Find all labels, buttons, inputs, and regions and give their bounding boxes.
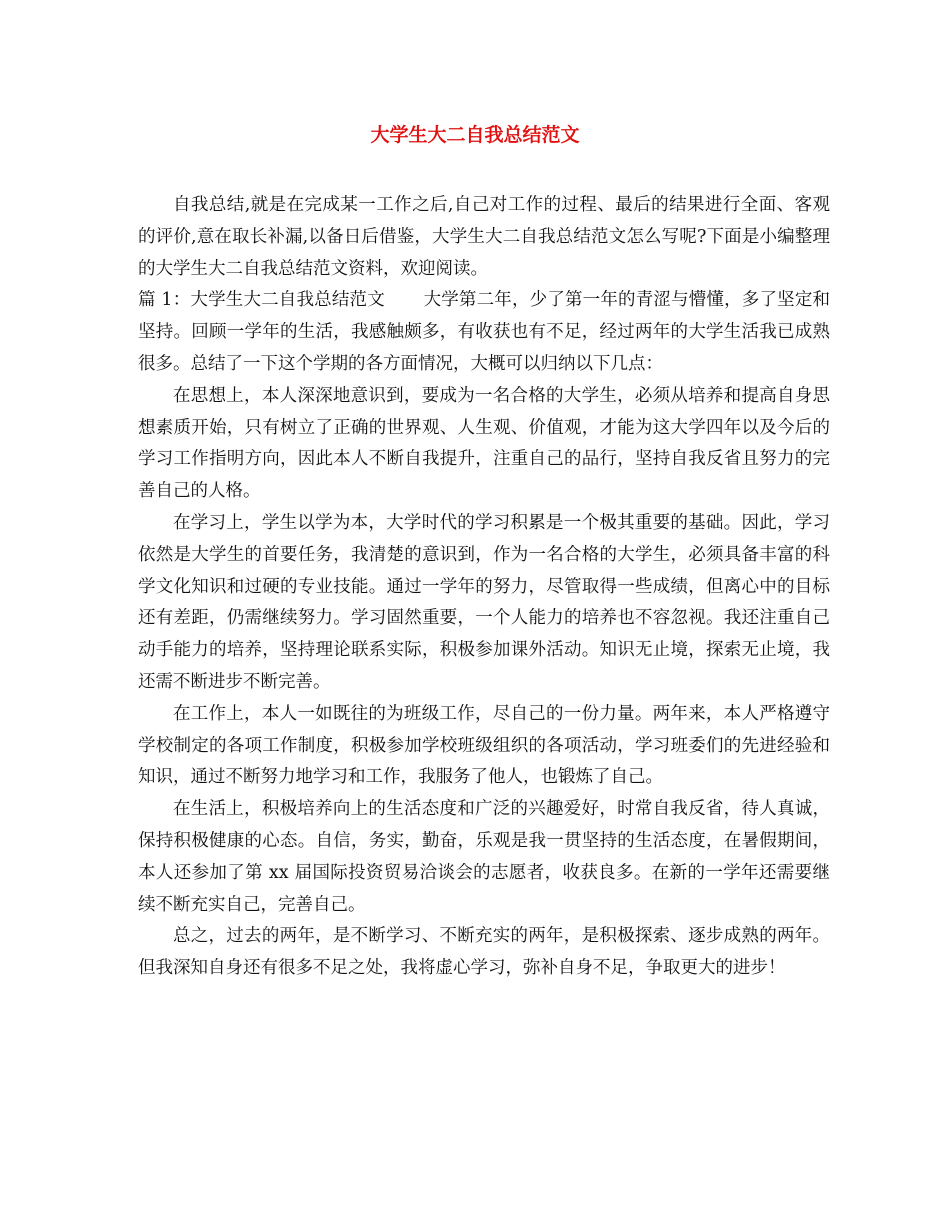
section-paragraph	[138, 285, 830, 380]
intro-paragraph: 自我总结,就是在完成某一工作之后,自己对工作的过程、最后的结果进行全面、客观的评价,意在取长补漏,以备日后借鉴，大学生大二自我总结范文怎么写呢?下面是小编整理的大学生大二自我总结范文资料，欢迎阅读。	[138, 195, 830, 279]
paragraph-thought: 在思想上，本人深深地意识到，要成为一名合格的大学生，必须从培养和提高自身思想素质开始，只有树立了正确的世界观、人生观、价值观，才能为这大学四年以及今后的学习工作指明方向，因此本人不断自我提升，注重自己的品行，坚持自我反省且努力的完善自己的人格。	[138, 385, 830, 502]
paragraph-work: 在工作上，本人一如既往的为班级工作，尽自己的一份力量。两年来，本人严格遵守学校制定的各项工作制度，积极参加学校班级组织的各项活动，学习班委们的先进经验和知识，通过不断努力地学习和工作，我服务了他人，也锻炼了自己。	[138, 703, 830, 788]
document-title: 大学生大二自我总结范文	[370, 124, 580, 146]
paragraph-study: 在学习上，学生以学为本，大学时代的学习积累是一个极其重要的基础。因此，学习依然是大学生的首要任务，我清楚的意识到，作为一名合格的大学生，必须具备丰富的科学文化知识和过硬的专业技能。通过一学年的努力，尽管取得一些成绩，但离心中的目标还有差距，仍需继续努力。学习固然重要，一个人能力的培养也不容忽视。我还注重自己动手能力的培养，坚持理论联系实际，积极参加课外活动。知识无止境，探索无止境，我还需不断进步不断完善。	[138, 512, 830, 692]
document-body	[138, 190, 830, 985]
section-text: 大学第二年，少了第一年的青涩与懵懂，多了坚定和坚持。回顾一学年的生活，我感触颇多，有收获也有不足，经过两年的大学生活我已成熟很多。总结了一下这个学期的各方面情况，大概可以归纳以下几点：	[138, 290, 831, 374]
section-label: 篇 1：大学生大二自我总结范文	[138, 290, 385, 311]
paragraph-conclusion: 总之，过去的两年，是不断学习、不断充实的两年，是积极探索、逐步成熟的两年。但我深知自身还有很多不足之处，我将虚心学习，弥补自身不足，争取更大的进步！	[138, 926, 830, 979]
paragraph-life: 在生活上，积极培养向上的生活态度和广泛的兴趣爱好，时常自我反省，待人真诚，保持积极健康的心态。自信，务实，勤奋，乐观是我一贯坚持的生活态度，在暑假期间，本人还参加了第 xx 届国际投资贸易洽谈会的志愿者，收获良多。在新的一学年还需要继续不断充实自己，完善自己。	[138, 799, 830, 915]
